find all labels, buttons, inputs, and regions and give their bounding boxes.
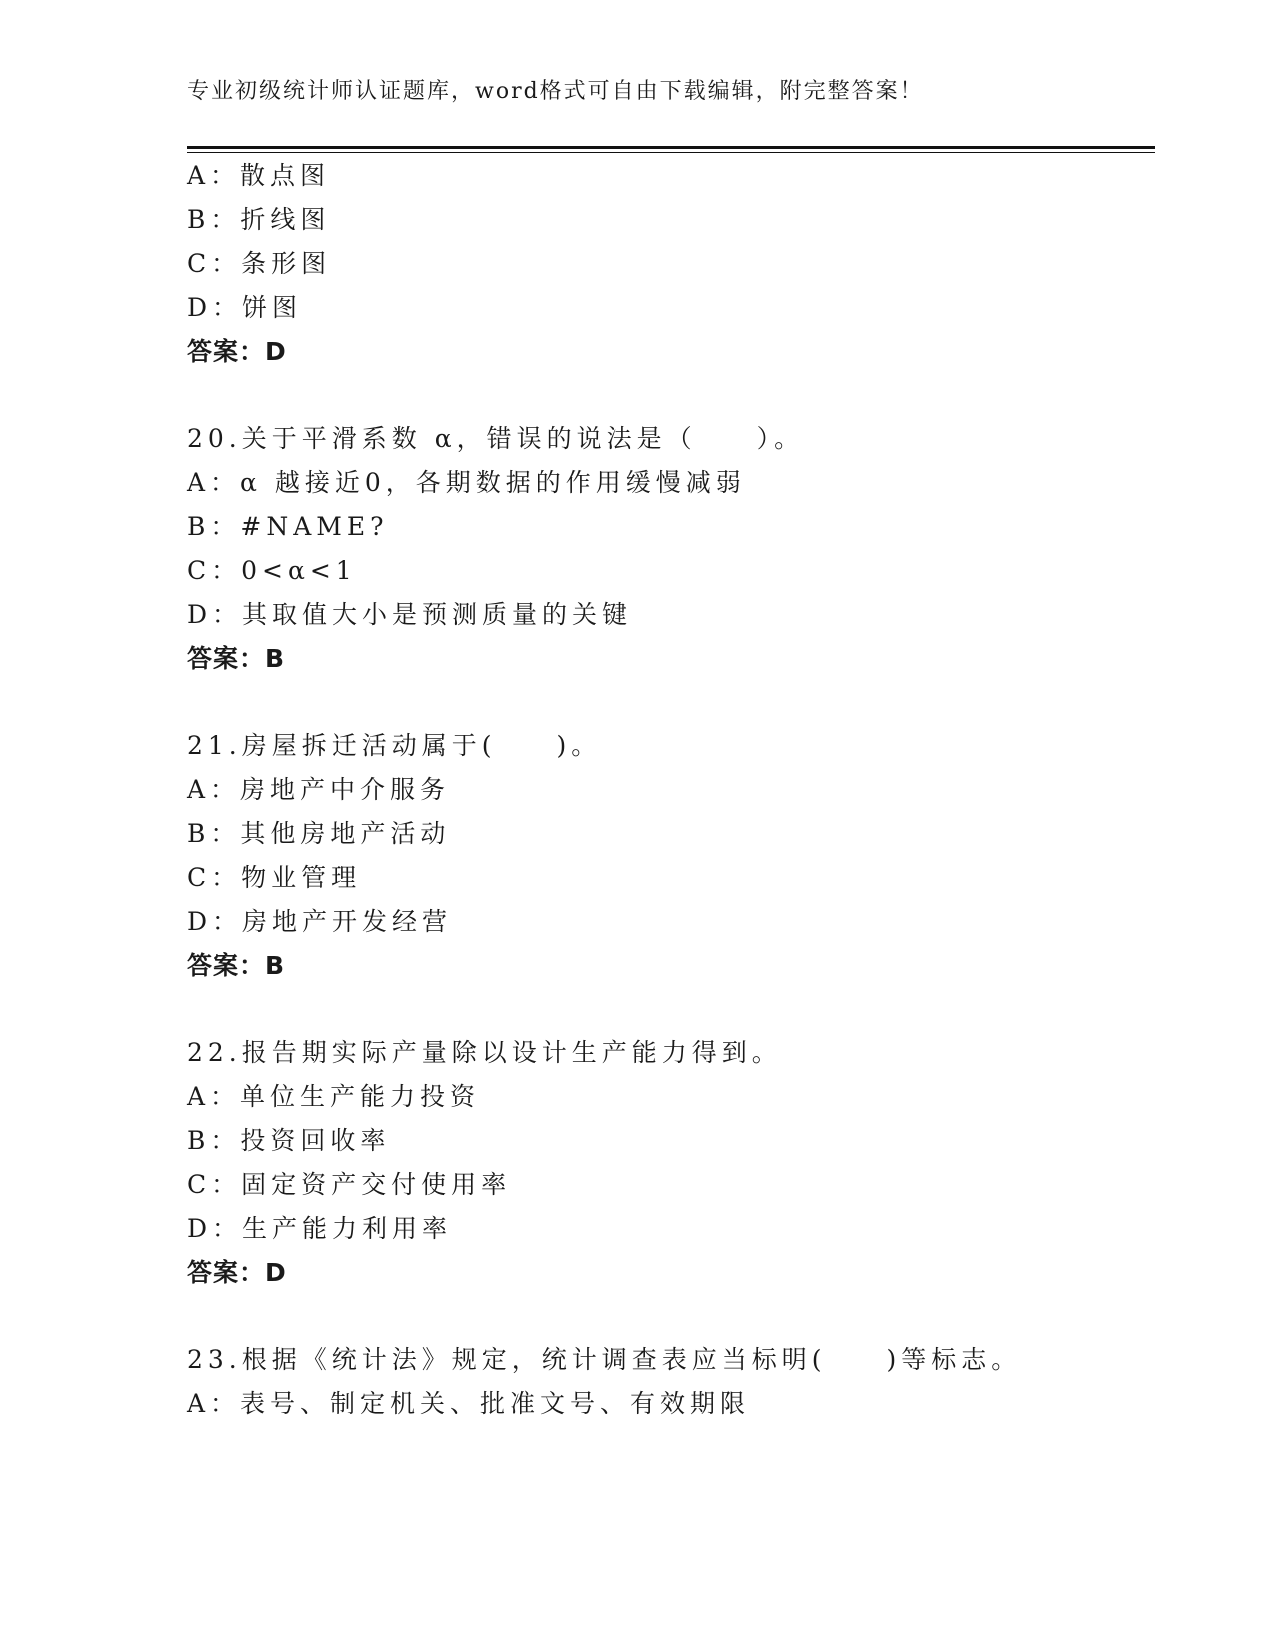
q20-option-d: D：其取值大小是预测质量的关键: [187, 600, 633, 629]
document-header: 专业初级统计师认证题库，word格式可自由下载编辑，附完整答案！: [187, 79, 924, 104]
q19-answer: 答案：D: [187, 337, 287, 366]
q21-option-c: C：物业管理: [187, 863, 362, 892]
q22-option-b: B：投资回收率: [187, 1126, 391, 1155]
q21-option-d: D：房地产开发经营: [187, 907, 453, 936]
q20-option-b: B：#NAME?: [187, 512, 389, 541]
q21-option-b: B：其他房地产活动: [187, 819, 451, 848]
q21-stem: 21.房屋拆迁活动属于( )。: [187, 731, 602, 760]
q23-option-a: A：表号、制定机关、批准文号、有效期限: [187, 1389, 751, 1418]
q22-option-c: C：固定资产交付使用率: [187, 1170, 512, 1199]
q19-option-d: D：饼图: [187, 293, 303, 322]
q20-option-c: C：0<α<1: [187, 556, 357, 585]
q20-answer: 答案：B: [187, 644, 286, 673]
q20-option-a: A：α 越接近0，各期数据的作用缓慢减弱: [187, 468, 746, 497]
q22-answer: 答案：D: [187, 1258, 287, 1287]
q23-stem: 23.根据《统计法》规定，统计调查表应当标明( )等标志。: [187, 1345, 1022, 1374]
q19-option-c: C：条形图: [187, 249, 332, 278]
header-rule-thin: [187, 152, 1155, 153]
header-rule-thick: [187, 146, 1155, 149]
q21-answer: 答案：B: [187, 951, 286, 980]
q19-option-a: A：散点图: [187, 161, 331, 190]
q22-stem: 22.报告期实际产量除以设计生产能力得到。: [187, 1038, 782, 1067]
q22-option-d: D：生产能力利用率: [187, 1214, 453, 1243]
q20-stem: 20.关于平滑系数 α，错误的说法是（ ）。: [187, 424, 805, 453]
q22-option-a: A：单位生产能力投资: [187, 1082, 481, 1111]
q19-option-b: B：折线图: [187, 205, 331, 234]
q21-option-a: A：房地产中介服务: [187, 775, 451, 804]
